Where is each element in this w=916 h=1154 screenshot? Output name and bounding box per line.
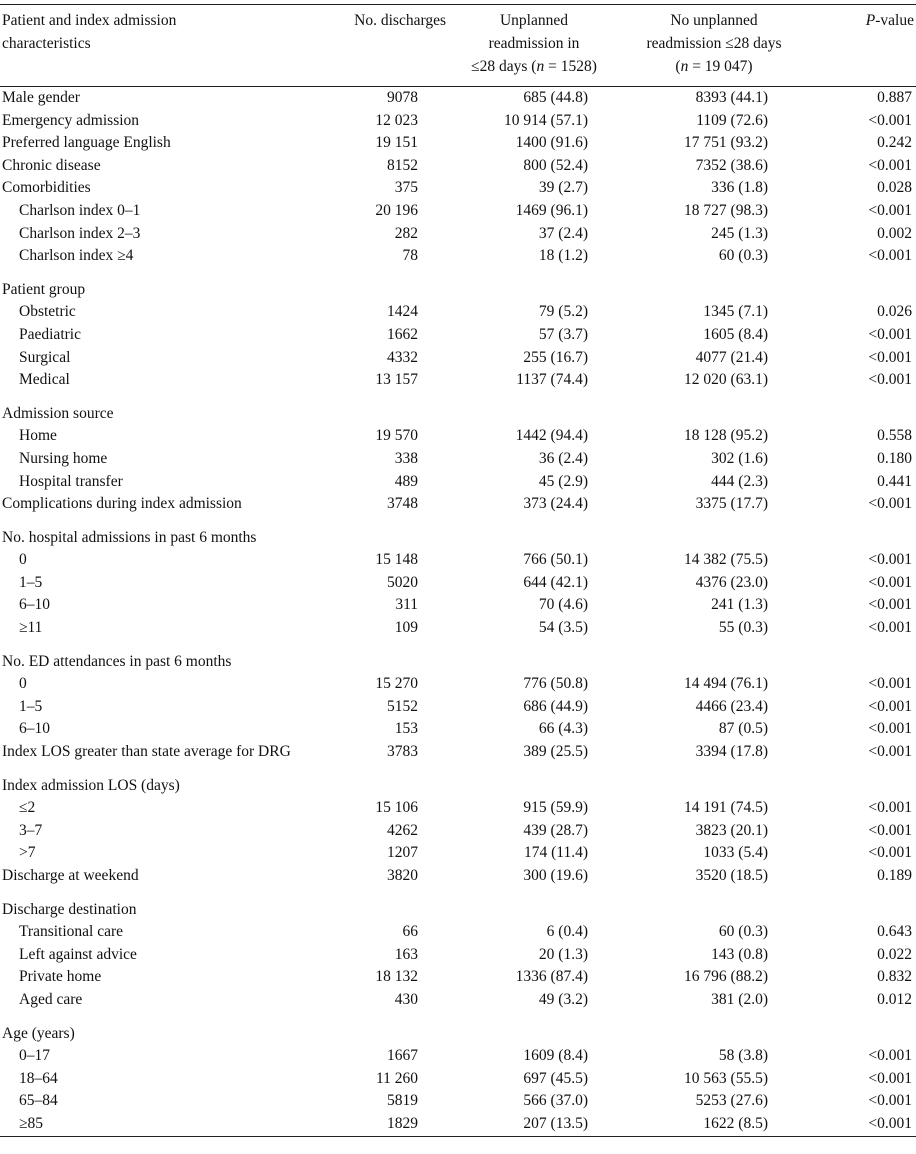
readmission-table: [0, 4, 916, 1137]
no-unplanned-cell: [620, 640, 808, 674]
discharges-cell: 3783: [387, 743, 418, 761]
unplanned-cell: 20 (1.3): [538, 945, 588, 963]
row-label: No. ED attendances in past 6 months: [2, 652, 232, 670]
no-unplanned-cell: 444 (2.3): [711, 472, 768, 490]
no-unplanned-cell: 1605 (8.4): [703, 325, 768, 343]
row-label: Index LOS greater than state average for DRG: [2, 743, 291, 761]
table-row: [0, 200, 916, 223]
row-label: Male gender: [2, 89, 80, 106]
table-row: [0, 1090, 916, 1113]
discharges-cell: [345, 268, 448, 302]
discharges-cell: 1667: [387, 1047, 418, 1065]
unplanned-cell: 766 (50.1): [523, 551, 588, 569]
p-value-cell: [808, 392, 916, 426]
row-label: 3–7: [19, 821, 43, 839]
unplanned-cell: 1336 (87.4): [515, 968, 588, 986]
no-unplanned-cell: 5253 (27.6): [695, 1092, 768, 1110]
row-label: Chronic disease: [2, 156, 101, 174]
no-unplanned-cell: 14 191 (74.5): [684, 799, 768, 817]
discharges-cell: 12 023: [375, 111, 418, 129]
row-label: Nursing home: [19, 449, 108, 467]
row-label: Private home: [19, 968, 102, 986]
p-value-cell: [808, 888, 916, 922]
unplanned-cell: 439 (28.7): [523, 821, 588, 839]
discharges-cell: 282: [394, 224, 418, 242]
unplanned-cell: 1442 (94.4): [515, 427, 588, 445]
p-value-cell: 0.012: [877, 990, 912, 1008]
p-value-cell: <0.001: [868, 799, 912, 817]
discharges-cell: 9078: [387, 89, 418, 106]
no-unplanned-cell: 3375 (17.7): [695, 495, 768, 513]
header-unplanned: Unplanned readmission in ≤28 days (n = 1528): [448, 5, 620, 87]
no-unplanned-cell: 7352 (38.6): [695, 156, 768, 174]
no-unplanned-cell: 3520 (18.5): [695, 867, 768, 884]
unplanned-cell: 6 (0.4): [546, 923, 588, 941]
header-no-unplanned: No unplanned readmission ≤28 days (n = 19 047): [620, 5, 808, 87]
p-value-cell: 0.558: [877, 427, 912, 445]
table-row: [0, 865, 916, 888]
table-row: [0, 324, 916, 347]
p-value-cell: 0.002: [877, 224, 912, 242]
row-label: >7: [19, 844, 36, 862]
p-value-cell: <0.001: [868, 1069, 912, 1087]
p-value-cell: <0.001: [868, 247, 912, 265]
row-label: Age (years): [2, 1024, 75, 1042]
row-label: Medical: [19, 371, 70, 389]
table-row: [0, 87, 916, 110]
unplanned-cell: [448, 888, 620, 922]
unplanned-cell: 57 (3.7): [538, 325, 588, 343]
p-value-cell: 0.180: [877, 449, 912, 467]
table-row: [0, 223, 916, 246]
discharges-cell: 109: [394, 619, 418, 637]
no-unplanned-cell: 60 (0.3): [718, 247, 768, 265]
table-row: [0, 673, 916, 696]
table-row: [0, 516, 916, 550]
discharges-cell: 1207: [387, 844, 418, 862]
table-row: [0, 617, 916, 640]
p-value-cell: 0.242: [877, 134, 912, 152]
row-label: 6–10: [19, 596, 50, 614]
table-row: [0, 369, 916, 392]
row-label: Transitional care: [19, 923, 124, 941]
row-label: Obstetric: [19, 303, 76, 321]
row-label: 0–17: [19, 1047, 50, 1065]
discharges-cell: 18 132: [375, 968, 418, 986]
discharges-cell: [345, 640, 448, 674]
row-label: Aged care: [19, 990, 83, 1008]
header-discharges: No. discharges: [345, 5, 448, 87]
table-row: [0, 448, 916, 471]
unplanned-cell: 800 (52.4): [523, 156, 588, 174]
no-unplanned-cell: 1033 (5.4): [703, 844, 768, 862]
table-row: [0, 392, 916, 426]
unplanned-cell: [448, 1012, 620, 1046]
p-value-cell: 0.026: [877, 303, 912, 321]
unplanned-cell: 207 (13.5): [448, 1113, 620, 1136]
discharges-cell: 13 157: [375, 371, 418, 389]
table-row: [0, 177, 916, 200]
header-p-value: P-value: [808, 5, 916, 87]
table-row: [0, 640, 916, 674]
table-row: [0, 572, 916, 595]
no-unplanned-cell: [620, 268, 808, 302]
unplanned-cell: 697 (45.5): [523, 1069, 588, 1087]
table-row: [0, 989, 916, 1012]
row-label: Home: [19, 427, 57, 445]
p-value-cell: [808, 640, 916, 674]
unplanned-cell: 45 (2.9): [538, 472, 588, 490]
discharges-cell: [345, 764, 448, 798]
table-row: [0, 1045, 916, 1068]
table-row: [0, 820, 916, 843]
unplanned-cell: 1400 (91.6): [515, 134, 588, 152]
header-characteristics: Patient and index admission characteristics: [0, 5, 345, 87]
no-unplanned-cell: 302 (1.6): [711, 449, 768, 467]
discharges-cell: [345, 1012, 448, 1046]
discharges-cell: [345, 392, 448, 426]
discharges-cell: 19 151: [375, 134, 418, 152]
row-label: Complications during index admission: [2, 495, 242, 513]
discharges-cell: 20 196: [375, 201, 418, 219]
row-label: Patient group: [2, 280, 86, 298]
no-unplanned-cell: 381 (2.0): [711, 990, 768, 1008]
no-unplanned-cell: 16 796 (88.2): [684, 968, 768, 986]
table-row: [0, 425, 916, 448]
table-row: [0, 1068, 916, 1091]
unplanned-cell: 49 (3.2): [538, 990, 588, 1008]
table-row: [0, 1113, 916, 1136]
p-value-cell: <0.001: [868, 675, 912, 693]
row-label: Emergency admission: [2, 111, 140, 129]
discharges-cell: 1662: [387, 325, 418, 343]
row-label: Paediatric: [19, 325, 81, 343]
p-value-cell: [808, 1012, 916, 1046]
unplanned-cell: 915 (59.9): [523, 799, 588, 817]
no-unplanned-cell: [620, 516, 808, 550]
no-unplanned-cell: 58 (3.8): [718, 1047, 768, 1065]
row-label: Left against advice: [19, 945, 137, 963]
row-label: Discharge destination: [2, 900, 137, 918]
p-value-cell: <0.001: [868, 371, 912, 389]
discharges-cell: [345, 888, 448, 922]
no-unplanned-cell: [620, 392, 808, 426]
unplanned-cell: 54 (3.5): [538, 619, 588, 637]
table-row: [0, 132, 916, 155]
unplanned-cell: [448, 640, 620, 674]
no-unplanned-cell: 18 727 (98.3): [684, 201, 768, 219]
p-value-cell: 0.441: [877, 472, 912, 490]
table-row: [0, 842, 916, 865]
row-label: No. hospital admissions in past 6 months: [2, 528, 257, 546]
table-row: [0, 268, 916, 302]
p-value-cell: 0.022: [877, 945, 912, 963]
discharges-cell: 1424: [387, 303, 418, 321]
discharges-cell: 163: [394, 945, 418, 963]
discharges-cell: 1829: [345, 1113, 448, 1136]
discharges-cell: 15 148: [375, 551, 418, 569]
unplanned-cell: [448, 516, 620, 550]
no-unplanned-cell: 17 751 (93.2): [684, 134, 768, 152]
table-row: [0, 1012, 916, 1046]
p-value-cell: [808, 764, 916, 798]
no-unplanned-cell: 245 (1.3): [711, 224, 768, 242]
discharges-cell: 4262: [387, 821, 418, 839]
no-unplanned-cell: 12 020 (63.1): [684, 371, 768, 389]
row-label: ≤2: [19, 799, 36, 817]
row-label: Surgical: [19, 348, 71, 366]
no-unplanned-cell: 336 (1.8): [711, 179, 768, 197]
discharges-cell: 3820: [387, 867, 418, 884]
unplanned-cell: 70 (4.6): [538, 596, 588, 614]
discharges-cell: 338: [394, 449, 418, 467]
no-unplanned-cell: 55 (0.3): [718, 619, 768, 637]
row-label: Charlson index ≥4: [19, 247, 134, 265]
discharges-cell: 15 270: [375, 675, 418, 693]
p-value-cell: <0.001: [868, 596, 912, 614]
unplanned-cell: [448, 392, 620, 426]
table-row: [0, 921, 916, 944]
table-row: [0, 301, 916, 324]
unplanned-cell: 36 (2.4): [538, 449, 588, 467]
p-value-cell: <0.001: [868, 156, 912, 174]
no-unplanned-cell: 4077 (21.4): [695, 348, 768, 366]
table-row: [0, 764, 916, 798]
unplanned-cell: 1469 (96.1): [515, 201, 588, 219]
p-value-cell: [808, 268, 916, 302]
discharges-cell: 4332: [387, 348, 418, 366]
discharges-cell: 5020: [387, 573, 418, 591]
p-value-cell: <0.001: [868, 844, 912, 862]
unplanned-cell: 644 (42.1): [523, 573, 588, 591]
no-unplanned-cell: [620, 1012, 808, 1046]
p-value-cell: <0.001: [868, 573, 912, 591]
no-unplanned-cell: 8393 (44.1): [695, 89, 768, 106]
unplanned-cell: 18 (1.2): [538, 247, 588, 265]
unplanned-cell: 1137 (74.4): [516, 371, 588, 389]
row-label: 0: [19, 551, 27, 569]
no-unplanned-cell: 60 (0.3): [718, 923, 768, 941]
row-label: Index admission LOS (days): [2, 776, 180, 794]
p-value-cell: 0.832: [877, 968, 912, 986]
p-value-cell: <0.001: [868, 325, 912, 343]
no-unplanned-cell: 4466 (23.4): [695, 697, 768, 715]
table-row: [0, 245, 916, 268]
p-value-cell: 0.887: [877, 89, 912, 106]
table-body: [0, 87, 916, 1137]
row-label: 1–5: [19, 697, 43, 715]
unplanned-cell: 686 (44.9): [523, 697, 588, 715]
no-unplanned-cell: 4376 (23.0): [695, 573, 768, 591]
unplanned-cell: 37 (2.4): [538, 224, 588, 242]
p-value-cell: <0.001: [868, 821, 912, 839]
no-unplanned-cell: 1109 (72.6): [696, 111, 768, 129]
no-unplanned-cell: 143 (0.8): [711, 945, 768, 963]
no-unplanned-cell: [620, 764, 808, 798]
p-value-cell: <0.001: [868, 348, 912, 366]
no-unplanned-cell: 241 (1.3): [711, 596, 768, 614]
unplanned-cell: 66 (4.3): [538, 720, 588, 738]
discharges-cell: 3748: [387, 495, 418, 513]
discharges-cell: 15 106: [375, 799, 418, 817]
row-label: 1–5: [19, 573, 43, 591]
table-row: [0, 110, 916, 133]
unplanned-cell: [448, 268, 620, 302]
discharges-cell: 5152: [387, 697, 418, 715]
row-label: 0: [19, 675, 27, 693]
discharges-cell: 19 570: [375, 427, 418, 445]
discharges-cell: 311: [395, 596, 418, 614]
p-value-cell: <0.001: [868, 551, 912, 569]
unplanned-cell: 776 (50.8): [523, 675, 588, 693]
unplanned-cell: 685 (44.8): [523, 89, 588, 106]
table-header: [0, 5, 916, 87]
row-label: Hospital transfer: [19, 472, 123, 490]
discharges-cell: 489: [394, 472, 418, 490]
p-value-cell: 0.028: [877, 179, 912, 197]
p-value-cell: <0.001: [808, 1113, 916, 1136]
row-label: 18–64: [19, 1069, 58, 1087]
row-label: 65–84: [19, 1092, 58, 1110]
p-value-cell: <0.001: [868, 111, 912, 129]
table-row: [0, 155, 916, 178]
discharges-cell: 66: [402, 923, 418, 941]
discharges-cell: 78: [402, 247, 418, 265]
p-value-cell: [808, 516, 916, 550]
table-row: [0, 493, 916, 516]
discharges-cell: 5819: [387, 1092, 418, 1110]
discharges-cell: 375: [394, 179, 418, 197]
table-row: [0, 797, 916, 820]
p-value-cell: <0.001: [868, 1047, 912, 1065]
table-row: [0, 549, 916, 572]
discharges-cell: 153: [394, 720, 418, 738]
no-unplanned-cell: [620, 888, 808, 922]
table-row: [0, 741, 916, 764]
unplanned-cell: 389 (25.5): [523, 743, 588, 761]
row-label: ≥11: [19, 619, 43, 637]
p-value-cell: <0.001: [868, 743, 912, 761]
no-unplanned-cell: 3394 (17.8): [695, 743, 768, 761]
unplanned-cell: 300 (19.6): [523, 867, 588, 884]
table-row: [0, 471, 916, 494]
p-value-cell: <0.001: [868, 697, 912, 715]
no-unplanned-cell: 1622 (8.5): [620, 1113, 808, 1136]
table-row: [0, 944, 916, 967]
row-label: Charlson index 0–1: [19, 201, 141, 219]
discharges-cell: 430: [394, 990, 418, 1008]
no-unplanned-cell: 18 128 (95.2): [684, 427, 768, 445]
unplanned-cell: 1609 (8.4): [523, 1047, 588, 1065]
row-label: Admission source: [2, 404, 114, 422]
p-value-cell: 0.643: [877, 923, 912, 941]
p-value-cell: <0.001: [868, 720, 912, 738]
no-unplanned-cell: 87 (0.5): [718, 720, 768, 738]
unplanned-cell: 255 (16.7): [523, 348, 588, 366]
table-row: [0, 594, 916, 617]
row-label: Discharge at weekend: [2, 867, 139, 884]
table-row: [0, 888, 916, 922]
row-label: Preferred language English: [2, 134, 171, 152]
no-unplanned-cell: 3823 (20.1): [695, 821, 768, 839]
table-row: [0, 718, 916, 741]
table-row: [0, 347, 916, 370]
p-value-cell: <0.001: [868, 495, 912, 513]
row-label: Charlson index 2–3: [19, 224, 141, 242]
unplanned-cell: 10 914 (57.1): [504, 111, 588, 129]
unplanned-cell: 79 (5.2): [538, 303, 588, 321]
p-value-cell: 0.189: [877, 867, 912, 884]
table-row: [0, 966, 916, 989]
unplanned-cell: 373 (24.4): [523, 495, 588, 513]
discharges-cell: 8152: [387, 156, 418, 174]
row-label: 6–10: [19, 720, 50, 738]
no-unplanned-cell: 14 494 (76.1): [684, 675, 768, 693]
unplanned-cell: 174 (11.4): [524, 844, 588, 862]
no-unplanned-cell: 14 382 (75.5): [684, 551, 768, 569]
no-unplanned-cell: 10 563 (55.5): [684, 1069, 768, 1087]
unplanned-cell: 566 (37.0): [523, 1092, 588, 1110]
unplanned-cell: [448, 764, 620, 798]
table-row: [0, 696, 916, 719]
unplanned-cell: 39 (2.7): [538, 179, 588, 197]
p-value-cell: <0.001: [868, 1092, 912, 1110]
row-label: Comorbidities: [2, 179, 91, 197]
row-label: ≥85: [0, 1113, 345, 1136]
p-value-cell: <0.001: [868, 201, 912, 219]
p-value-cell: <0.001: [868, 619, 912, 637]
discharges-cell: 11 260: [375, 1069, 418, 1087]
discharges-cell: [345, 516, 448, 550]
no-unplanned-cell: 1345 (7.1): [703, 303, 768, 321]
